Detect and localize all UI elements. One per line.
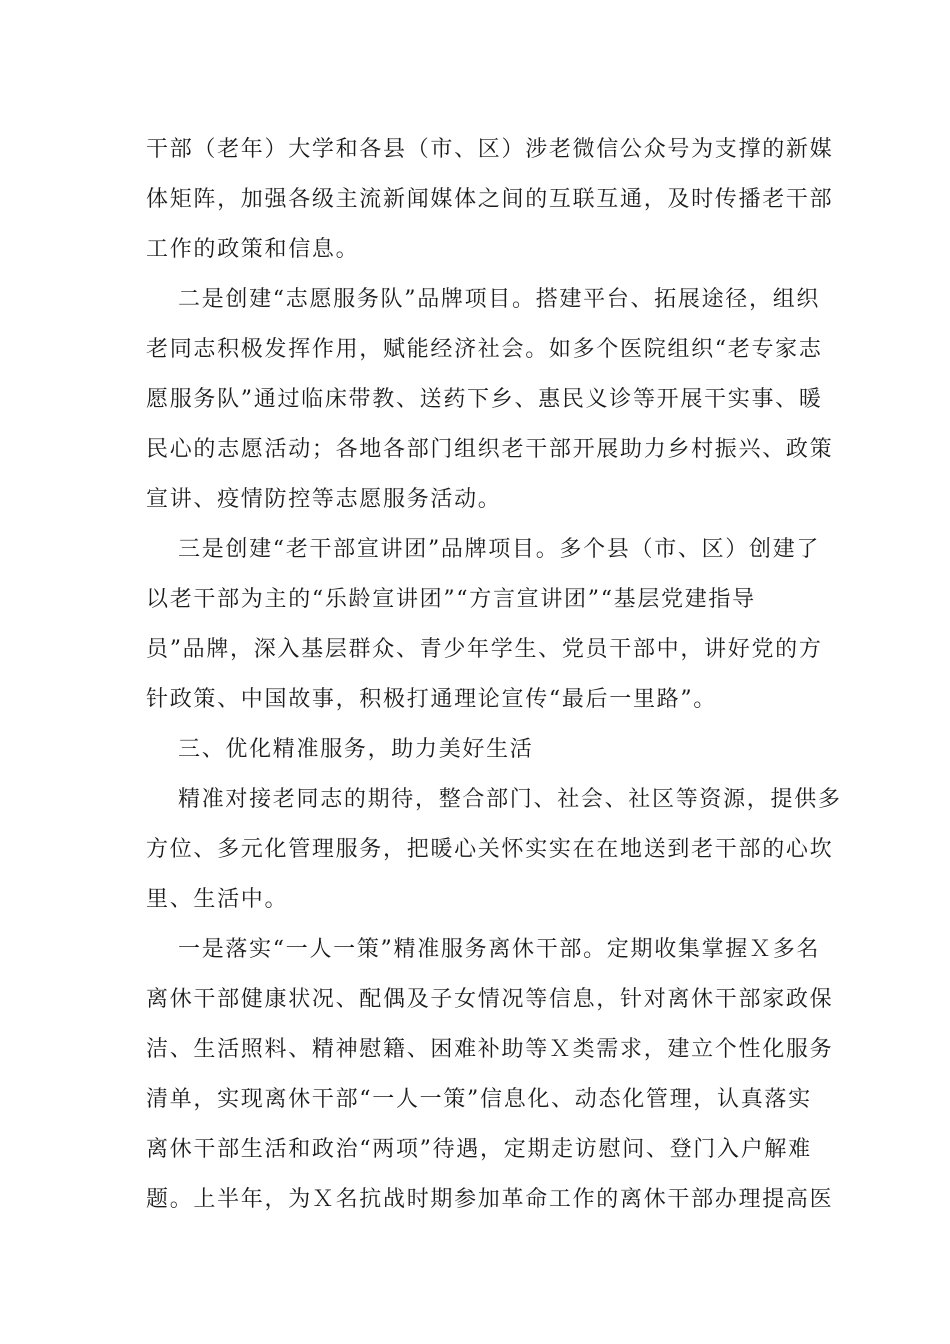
text-line: 老同志积极发挥作用，赋能经济社会。如多个医院组织“老专家志 [146,337,823,362]
paragraph-start-line: 精准对接老同志的期待，整合部门、社会、社区等资源，提供多 [178,787,842,812]
paragraph-start-line: 二是创建“志愿服务队”品牌项目。搭建平台、拓展途径，组织 [178,287,821,312]
text-line: 离休干部健康状况、配偶及子女情况等信息，针对离休干部家政保 [146,987,834,1012]
paragraph-start-line: 三是创建“老干部宣讲团”品牌项目。多个县（市、区）创建了 [178,537,821,562]
text-line: 体矩阵，加强各级主流新闻媒体之间的互联互通，及时传播老干部 [146,187,834,212]
text-line: 工作的政策和信息。 [146,237,360,262]
document-body [146,125,842,1225]
text-line: 员”品牌，深入基层群众、青少年学生、党员干部中，讲好党的方 [146,637,823,662]
text-line: 民心的志愿活动；各地各部门组织老干部开展助力乡村振兴、政策 [146,437,834,462]
text-line: 里、生活中。 [146,887,289,912]
text-line: 离休干部生活和政治“两项”待遇，定期走访慰问、登门入户解难 [146,1137,812,1162]
paragraph-start-line: 一是落实“一人一策”精准服务离休干部。定期收集掌握Ｘ多名 [178,937,821,962]
text-line: 洁、生活照料、精神慰籍、困难补助等Ｘ类需求，建立个性化服务 [146,1037,834,1062]
section-heading: 三、优化精准服务，助力美好生活 [178,737,534,762]
text-line: 干部（老年）大学和各县（市、区）涉老微信公众号为支撑的新媒 [146,137,834,162]
text-line: 以老干部为主的“乐龄宣讲团”“方言宣讲团”“基层党建指导 [146,587,756,612]
text-line: 愿服务队”通过临床带教、送药下乡、惠民义诊等开展干实事、暖 [146,387,823,412]
text-line: 方位、多元化管理服务，把暖心关怀实实在在地送到老干部的心坎 [146,837,834,862]
text-line: 宣讲、疫情防控等志愿服务活动。 [146,487,502,512]
text-line: 清单，实现离休干部“一人一策”信息化、动态化管理，认真落实 [146,1087,812,1112]
text-line: 针政策、中国故事，积极打通理论宣传“最后一里路”。 [146,687,717,712]
text-line: 题。上半年，为Ｘ名抗战时期参加革命工作的离休干部办理提高医 [146,1187,834,1212]
